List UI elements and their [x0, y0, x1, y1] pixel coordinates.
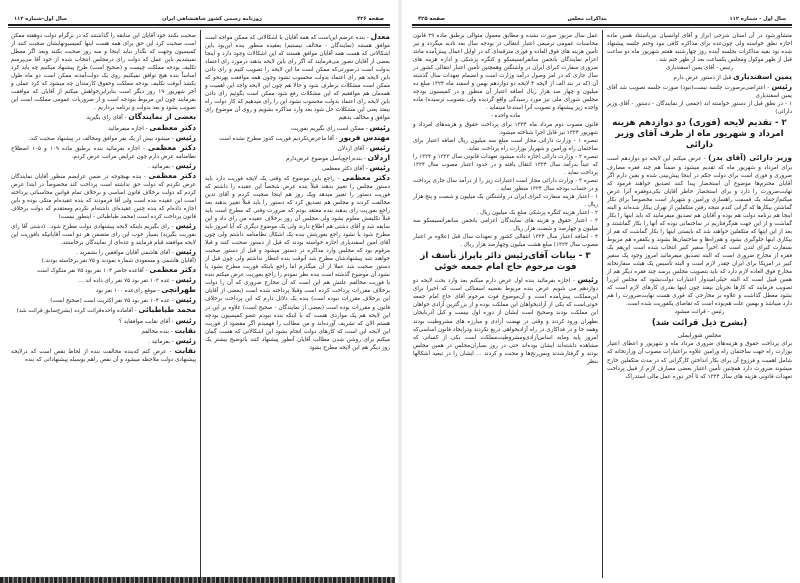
speaker-paragraph: [205, 143, 390, 153]
speaker-paragraph: [11, 326, 196, 336]
speech-text: - آقای اردلان: [337, 145, 370, 152]
speaker-name: رئیس: [771, 82, 792, 92]
speaker-paragraph: [11, 346, 196, 364]
speaker-paragraph: [11, 247, 196, 257]
text-paragraph: ۳ - اعتبار حقوق و هزینه های نمایندگان اعزامی بانجمن سانفرانسیسکو سه میلیون و چهارصد و شصت هزار ریال .: [413, 218, 598, 233]
speaker-paragraph: [205, 153, 390, 163]
speaker-name: بعضی از نمایندگان: [128, 112, 196, 122]
speaker-name: رئیس: [175, 221, 196, 231]
speaker-paragraph: [11, 295, 196, 305]
speaker-name: رئیس: [175, 160, 196, 170]
speaker-name: رئیس: [175, 335, 196, 345]
speaker-paragraph: [205, 163, 390, 173]
speech-text: - عده ۱۰۴ نفر بود ۷۵ نفر اکثریت است (صحیح است): [50, 298, 176, 305]
speaker-name: رئیس: [175, 315, 196, 325]
right-page: [400, 0, 800, 583]
text-paragraph: قانون مصوب دوم مرداد ماه ۱۳۲۴ برای پرداخت حقوق و هزینه‌های امرداد و شهریور ۱۳۲۴ نیز قابل اجرا شناخته میشود.: [413, 121, 598, 136]
speech-text: - بفرمائید .: [148, 163, 176, 170]
section-heading: (بشرح ذیل قرائت شد): [651, 318, 748, 329]
speaker-name: محمد طباطبائی: [138, 305, 196, 315]
speaker-name: طهرانچی: [161, 285, 196, 295]
speech-text: - عده ۱۰۳ نفر بود ۷۵ نفر رای داده اند ...: [78, 278, 176, 285]
speaker-name: رئیس: [175, 247, 196, 257]
left-page-right-column: [201, 30, 394, 578]
speech-text: - بفرمائید .: [148, 338, 176, 345]
speech-text: - رای بگیریم باینکه لایحه پیشنهادی دولت مطرح شود.. (دشتی آقا رای بفوریت بگیرید) بسیار خوب این رای متضمن هر دو است آقایانیکه بافوریت این لایحه موافقند قیام فرمایند و عده‌ای از نمایندگان برخاستند.: [11, 224, 196, 247]
speech-text: - بنده عرضم این‌است که همه آقایان با اشکالاتی که ممکن مواجه است موافق هستند (نمایندگان - مخالف نیستیم) بعقیده منظور بنده این‌بود باین اشکالاتی که هست همه آقایان موافق هستند که این اشکالات وجود دارد و اینجا بعضی از آقایان تصور می‌فرمایند که اگر رای باین لایحه بدهند درمورد رای اعتماد بدولت است درصورتی‌که ممکن است ما این لایحه را تصویب کنیم و رای دادن باین لایحه هم رای اعتماد بدولت محسوب نشود وچون همه موافقت بهرنحو که ممکن است مشکلات برطرف شود و حالا هم چون این لایحه واجد این اهمیت و همه‌مان هم موافقیم که این مشکلات رفع شود ممکن است بگوئیم رای دادن باین لایحه رای اعتماد بدولت محسوب نشود این را رای میدهیم که کار دولت راه بیفتد یعنی این مشکلات حل شود بعد وارد مذاکره بشویم و روی آن موضوع رای موافق و مخالف بدهیم: [205, 35, 390, 122]
text-paragraph: رئیس - آقای یمین اسفندیاری: [665, 65, 734, 72]
speech-text: - بنده بهیچوجه در ضمن عرایضم منظور آقایان نمایندگان عرض نکردم که دولت حق نداشته است پرداخت کند مخصوصاً در ابتدا عرض کردم که دولت برخلاف قانون اساسی و برخلاف تمام قوانین محاسباتی پرداخته است این عقیده بنده است ولی آقا فرمودند که بنده عقیده‌ام متکی بوده و باین اجازه داده‌ام که بنده چنین عقیده‌ای داشته‌ام نکردم ومعتقدم که دولت برخلاف قانون پرداخت کرده است (محمد طباطبائی - اینطور نیست): [11, 173, 196, 220]
speaker-paragraph: [205, 133, 390, 143]
publication-title: روزنامه رسمی کشور شاهنشاهی ایران: [161, 16, 262, 22]
text-paragraph: رئیس - قرائت میشود: [674, 309, 725, 316]
left-page-left-column: [7, 30, 200, 578]
speech-text: - میشود بیش از یک نفر موافق ومخالف در پیشنهاد صحبت کند.: [28, 135, 176, 142]
speaker-paragraph: [413, 275, 598, 366]
speaker-name: نقابت: [174, 325, 196, 335]
speaker-paragraph: [11, 336, 196, 346]
speech-text: - موقع رای‌عده ۱۰۰ نفر بود: [95, 288, 162, 295]
speech-text: - آقای دکتر معظمی: [321, 165, 370, 172]
speech-text: - آقا ماعرض‌نکردیم فوریت کدوز مطرح نشده است: [219, 135, 340, 142]
speaker-name: اردلان: [367, 152, 390, 162]
speech-text: - آقای هاشمی آقایان موافقین را بشمرید .: [76, 250, 176, 257]
speaker-name: رئیس: [369, 162, 390, 172]
section-title: مذاکرات مجلس: [567, 16, 607, 22]
text-paragraph: ۱ - اعتبار هزینه سفارت کبرای ایران در واشنگتن یک میلیون و شصت و پنج هزار ریال .: [413, 193, 598, 208]
speaker-name: رئیس: [577, 275, 598, 285]
speaker-paragraph: [11, 265, 196, 275]
speaker-paragraph: [11, 285, 196, 295]
issue-number: سال اول - شماره ۱۱۲: [729, 16, 786, 22]
text-paragraph: تبصره ۳ - وزارت دارائی مجاز است اعتبارات زیر را از درآمد سال جاری پرداخت و در حساب بودجه سال ۱۳۲۴ منظور نماید .: [413, 177, 598, 192]
speech-text: - بنده‌راجع‌باصل موضوع عرض‌دارم: [286, 155, 368, 162]
right-page-header: [408, 4, 796, 22]
speaker-name: وزیر دارائی (آقای بدر): [708, 153, 792, 163]
speaker-name: نقابت: [174, 345, 196, 355]
text-paragraph: ۱ - در نطق قبل از دستور خواسته اند (جمعی از نمایندگان - دستور - آقای وزیر دارائی): [607, 101, 792, 116]
text-paragraph: تبصره ۲ - وزارت دارائی اجازه داده میشود تعهدات قانونی سال ۱۳۲۳ و ۱۳۲۴ را که عیناً بدرآمد سال ۱۳۲۴ انتقال یافته و در حدود اعتبار مصوب سال ۱۳۲۴ پرداخت نماید .: [413, 153, 598, 176]
speech-text: - اجازه میفرمائید: [108, 125, 150, 132]
speaker-name: دکتر معظمی: [149, 265, 196, 275]
speaker-paragraph: [11, 123, 196, 133]
speaker-name: دکتر معظمی: [149, 122, 196, 132]
speaker-paragraph: [607, 82, 792, 100]
speaker-paragraph: [607, 153, 792, 308]
speaker-paragraph: [11, 171, 196, 221]
page-number: صفحه ۴۲۵: [418, 16, 445, 22]
speech-text: - بنده مخالفم: [141, 328, 175, 335]
right-page-columns: [408, 30, 796, 578]
speaker-paragraph: [205, 32, 390, 123]
speaker-paragraph: [11, 316, 196, 326]
speaker-paragraph: [11, 275, 196, 285]
speaker-paragraph: [205, 173, 390, 352]
binding-gutter: [398, 0, 402, 583]
text-paragraph: مجلس شورایملی: [677, 332, 722, 340]
speaker-paragraph: [11, 143, 196, 161]
speaker-paragraph: [11, 305, 196, 315]
speech-text: - آقای نقابت موافقاید ؟: [119, 318, 176, 325]
text-paragraph: عمل سال مزبور صورت نشده و مطابق معمول متوالی برطبق ماده ۲۹ قانون محاسبات عمومی ترمیمی اعتبار انتقالی در بودجه سال بعد تادیه میگردد و نیز تأمین هزینه های فوق العاده و فوری مترقبه‌ای که در اوایل اعمال پیش‌آمده مانند اعزام نمایندگان بانجمن سانفرانسیسکو و کنگره پزشکی و اداره هزینه های ضروری سفارت کبرای ایران در واشنگتن وهمچنین تأمین اعتبار انتقالی کشور در سال جاری که در امر وصول درآمد وزارت است و انضمام تعهدات سال گذشته آن (که در بند الف از لایحه ۴ لایحه دو دوازدهم بهمن و اسفند ماه ۱۳۲۴ مبلغ ده میلیون و چهار صد هزار ریال اضافه اعتبار آن منظور و در کمیسیون بودجه مجلس شورای ملی نیز مورد رسیدگی واقع گردیده ولی بتصویب نرسیده) ماده واحده زیر پیشنهاد و تصویب آنرا استدعا مینماید .: [413, 33, 598, 112]
speaker-name: معدل: [370, 32, 390, 41]
speaker-name: رئیس: [175, 295, 196, 305]
issue-number: سال اول-شماره ۱۱۲: [14, 16, 67, 22]
speaker-name: رئیس: [369, 122, 390, 132]
speech-text: - اجازه بفرمائید بنده اول عرض دارم میکنم بعد وارد بحث لایحه دو دوازدهم می شویم عرض بنده مربوط بقضیه اسفناکی است که اخیرا برای این‌مملکت پیش‌آمده است و آن‌موضوع فوت مرحوم آقای حاج امام جمعه خوئی‌است که یکی از آزادیخواهان این مملکت بوده و از بزرگترین آزادی خواهان این مملکت بودند وصحیح است ایشان از دوره اول بیست و کیل آذربایجان بطهران ورود کردند و وقتی در نهضت آزادی و مبارزه های مشروطیت بودند وهمه جا و در فداکاری در راه آزادیخواهی دریغ نکردند ودرایجاد قانون اساسی‌که امروز پایه ومایه اساس‌آزادی‌ومشروطیت‌مملکت است یکی از کسانی که مشاهده داشته‌اند ایشان بوده‌اند حتی در روز بمباران‌مجلس در همین مجلس بودند و گرفتارشدند وبس‌رنج‌ها و محنت و کردند ... ایشان را در تبعید اشکالها بنظر: [413, 278, 598, 365]
speech-text: - آقاعده حاضر ۱۰۴ نفر بود ۷۵ نفر متکوک است: [37, 268, 150, 275]
speaker-paragraph: [11, 221, 196, 247]
speaker-name: رئیس: [175, 275, 196, 285]
section-heading: ۳ - بیانات آقای‌رئیس دائر باپراز تأسف از فوت مرحوم حاج امام جمعه خوئی: [420, 251, 591, 273]
speech-text: - عرض کنم که‌بنده مخالفت بنده از لحاظ نقص است که درلایحه پیشنهادی دولت ملاحظه میشود و آن نقص راهم بوسیله پیشنهاداتی که بنده: [11, 348, 196, 363]
speech-text: - عرض میکنم این لایحه دو دوازدهم است برای امرداد و شهریور ماه که تقدیم میشود و ضمناً هم چند فقره مصارف ضروری و فوری است برای دولت حکم در اینجا پیش‌بینی شده و یقین دارم اگر آقایان محترم‌ها موضوع آن استحضار پیدا کنند تصدیق خواهند فرمود که نهایت‌ضرورت را دارد و برای استحضار خاطر آقایان یکی‌دوفقره‌ آنرا عرض میکنم‌ازجمله یک قسمت راهسازی ورامین و شهریار است مخصوصاً برای بکار گماشتن بیکارها که گرانی کندم نتیجه رفتن متکفلین از تهران بیکار شده‌اند و البته اینجا هم برنامه دولت هم بوده و آقایان هم تصدیق میفرمایند که باید اینها را بکار گماشت و از این جهت هم‌گرفتاریم در ساختمانی بوده که آنها را بکار گماشتند و بعد از این اینها که متکفلین خواهند شد که بایستی اینها را بکار گماشت که هم از بیکاری اینها جلوگیری بشود و هم‌راه‌ها و ساختمان‌ها بشوند و یکفقره هم مربوط بسفارت کبرای لندن است که اخیراً سفیر کبیر انتخاب شده است این‌هم یک فقره از مخارج ضروری است که البته تصدیق میفرمائید امروز وجود یک سفیر کبیر در امریکا برای ایران چقدر لازم است و البته تأسیس یک هیئت سفارتخانه مخارج فوق العاده لازم دارد که باید بتصویب مجلس برسد چند فقره دیگر هم از همین قبیل است که البته خیلی‌امیدوار اعتبارات دولت‌بشود که مجلس این‌را تصویب فرمایند که کارها بجریان بیفتد چون اینها بقدری کارهای لازم است که بشود معطل گذاشت و علاوه بر مخارجی که فوری هست نهایت‌ضرورت را هم دارد میباشد و بهمین علت هم‌بوده است که تقاضای یکفوریت شده است.: [607, 156, 792, 308]
page-number: صفحه ۴۲۶: [357, 16, 384, 22]
header-rule: [8, 24, 390, 26]
speaker-paragraph: [11, 133, 196, 143]
speech-text: - آقاماده واحده‌قرائت کرده (بشرح‌سابق قرائت شد): [16, 308, 139, 315]
speaker-paragraph: [205, 123, 390, 133]
speaker-name: یمین اسفندیاری: [733, 72, 792, 82]
speech-text: - آقای رای بگیرید: [86, 115, 129, 122]
left-page-columns: [4, 30, 394, 578]
speaker-name: مهندس فریور: [339, 132, 390, 142]
text-paragraph: تبصره ۱ - وزارت دارائی مجاز است مبلغ سه میلیون ریال اضافه اعتبار برای ساختمان راه ورامین و شهریار بوزارت راه پرداخت نماید.: [413, 137, 598, 152]
speaker-paragraph: [11, 161, 196, 171]
speaker-name: دکتر معظمی: [342, 172, 390, 182]
speaker-paragraph: [607, 72, 792, 82]
speaker-name: دکتر معظمی: [148, 142, 196, 152]
speaker-paragraph: [11, 112, 196, 122]
speech-text: - ممکن است رای بگیریم بفوریت: [291, 125, 370, 132]
text-paragraph: صحبت بکنند خود آقایان این سابقه را گذاشتند که در برگرام دولت دوهفته ممکن است صحبت کرد این حق برای همه هست اینها کمیسیونهایشان صحبت کنند از کمیسیون وجهت که بگذار نباید اینجا و سه روز صحبت بکنند وبعد اگر معطل نمیشدیم باین عمل که دولت رای درمجلس انتخاب شده از خود آقا می‌پرسم تکلیف بودجه مملکت چیست و (صحیح است) طرح پیشنهاد میکنیم چه باید کرد اساساً بنده هیچ توافق نمیکنیم روی یک دولت‌آمدنه ممکن است دو ماه طول بکشد آنوقت تکلیف بودجه مملکت وحقوق کارمندان چه میشود که کرد عملی و آخر شهریور ۱۹ روز دیگر است بنابراین‌خواهش میکنم از آقایان که موافقت بفرمایند چون این مربوط ببودجه است و از ضروریات عمومی مملکت است این تصویب بشود و بعد بدولت و برنامه برداریم .: [11, 33, 196, 112]
text-paragraph: ۲ - اعتبار هزینه کنگره پزشکی مبلغ یک میلیون ریال .: [476, 210, 598, 217]
text-paragraph: ۴ - اضافه اعتبار سال ۱۳۲۴ انتقالی کشور و تعهدات سال قبل (علاوه بر اعتبار مصوب سال ۱۳۲۴) مبلغ هشت میلیون وچهارصد هزار ریال .: [413, 234, 598, 249]
text-paragraph: متشاور‌شود در آن استان شرحی ابراز و آقای اوانسیان نیز‌باستناد همین ماده اجازه نطق‌ خواسته ولی چون‌عده برای مذاکره کافی نبود وختم جلسه پیشنهاد شده بود بقیه مذاکرات بجلسه آینده روز چهارشنبه هفتم شهریور ماه دو ساعت قبل از ظهر موکول ومجلس یکساعت بعد از ظهر ختم شد .: [607, 33, 792, 64]
right-page-right-column: [603, 30, 796, 578]
right-page-middle-column: [409, 30, 602, 578]
text-paragraph: ماده واحده -: [490, 113, 521, 120]
header-rule: [412, 24, 792, 26]
speech-text: - راجع باین موضوع که وقتی یک لایحه فوریت دارد باید دستور مجلس را تغییر بدهند قبلاً بنده عرض شخصاً این عقیده را داشتم که فوریت دستور را تغییر میدهد ویک روز هم اینجا صحبت کردم و آقای تدین مخالفت کردند و مجلس هم تصدیق کرد که دستور را باید قبلاً تغییر بدهند بعد راجع بفوریت رای بدهند بنده معتقد بودم که ضرورت وقتی که مطرح است باید قبلاً تکلیفش معلوم بشود ولی مجلس آن روز برخلاف عقیده من رای داد و این سابقه شد و آقای دشتی هم اطلاع دارند ولی یک موضوع دیگری که آیا امروز باید مطرح شود یا نشود راجع بفوریتش بنده یک اشکال نظامنامه داشتم ولی چون آقای امین اسفندیاری اجازه خواسته بودند که قبل از دستور صحبت کنند و قبلا مرقوم بود که مجلس وارد مذاکره در دستور میشود و قبل از دستور صحبت خواهند شد پیشنهادشان مطرح شد آنوقت بنده انتظار نداشتم ولی چون قبل از دستور صحبت شد عملا از آن میگذرم اما راجع باینکه فوریت مطرح بشود یا نشود آن موضوع گذشته است بنده نظر نمودم را راجع بفوریت عرض میکنم بنده با فوریت مخالفم علتش هم این است که آن مخارج ضروری که آن را دولت برخلاف مقررات پرداخت کرده است وقبلا پرداخته شده است (بعضی از آقایان این برخلاف مقررات نبوده است) بنده یک دلائل دارم که این پرداخت برخلاف قانون و مقررات بوده است (بعضی از نمایندگان - صحیح است) علاوه بر این در این لایحه هم یک مواردی هست که با اینکه بنده نبودم عضو کمیسیون بودجه هستم الان که تشریف آورده‌اند و من مطالب را فهمیدم اگر مقصود از فوریت این لایحه این است که کارهای دولت انجام بشود این اشکالاتی که هست گمان میکنم برای روشن شدن مطالب آقایان آنطور پیشنهاد کنند باتوضیح بیشتر یک روز دیگر هم این لایحه مطرح بشود: [205, 175, 390, 351]
text-paragraph: (آقایان هاشمی و مسعودی شماره نمودند و ۷۵ نفر برخاسته بودند.): [41, 258, 196, 265]
scan-edge: [0, 577, 395, 583]
speech-text: - اجازه بفرمائید بنده برطبق ماده ۱۰۹ و ۱۰۵ اصطلاح نظامنامه عرض دارم چون عرایض مراتب عرض کردم.: [11, 145, 196, 160]
speech-text: - اعتراضی‌برصورت جلسه نیست(نبود) صورت جلسه تصویب شد آقای یمین اسفندیاری: [607, 85, 792, 100]
speaker-name: رئیس: [369, 142, 390, 152]
speaker-name: رئیس: [175, 132, 196, 142]
left-page-header: [4, 4, 394, 22]
header-rule-thin: [8, 27, 390, 28]
speaker-name: دکتر معظمی: [148, 170, 196, 180]
speech-text: قبل از دستور عرض دارم: [673, 75, 734, 82]
text-paragraph: برای پرداخت حقوق و هزینه‌های ضروری مرداد ماه و شهریور و اعطای اعتبار بوزارت راه جهت ساختمان راه ورامین علاوه براعتبارات مصوب آن وزارتخانه که شامل اهمیت و فرزوع آن برای بکار انداختن کارگرانی که در مدت متکفلین خارج میشوند ضرورت دارد همچنین تأمین اعتبار بعضی مصارف لازم از قبیل پرداخت تعهدات قانونی هزینه های سال ۱۳۲۴ که تا آخر دوره عمل مالی استدراک: [607, 341, 792, 380]
header-rule-thin: [412, 27, 792, 28]
section-heading: ۲ - تقدیم لایحه (فوری) دو دوازدهم هزینه امرداد و شهریور ماه از طرف آقای وزیر دارائی: [612, 118, 787, 151]
